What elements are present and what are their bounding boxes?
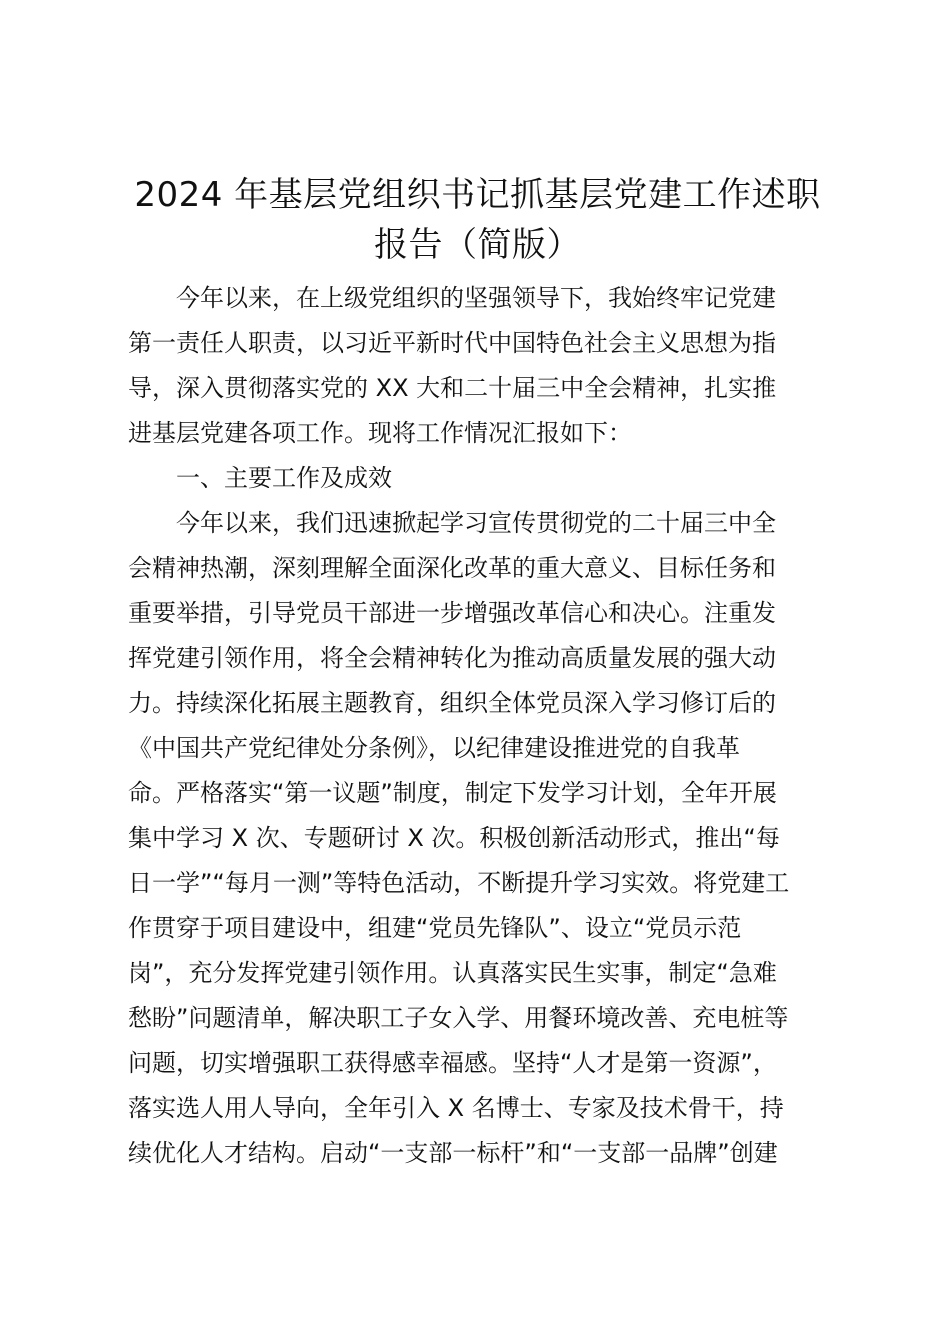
paragraph-line: 第一责任人职责，以习近平新时代中国特色社会主义思想为指 xyxy=(128,329,776,357)
paragraph-line: 岗”，充分发挥党建引领作用。认真落实民生实事，制定“急难 xyxy=(128,959,777,987)
paragraph-line: 愁盼”问题清单，解决职工子女入学、用餐环境改善、充电桩等 xyxy=(128,1004,789,1032)
paragraph-line: 挥党建引领作用，将全会精神转化为推动高质量发展的强大动 xyxy=(128,644,776,672)
paragraph-line: 集中学习 X 次、专题研讨 X 次。积极创新活动形式，推出“每 xyxy=(128,824,780,852)
paragraph-line: 日一学”“每月一测”等特色活动，不断提升学习实效。将党建工 xyxy=(128,869,790,897)
title-line-1: 2024 年基层党组织书记抓基层党建工作述职 xyxy=(134,175,821,215)
work-paragraph xyxy=(128,501,840,1176)
paragraph-line: 今年以来，我们迅速掀起学习宣传贯彻党的二十届三中全 xyxy=(176,509,776,537)
paragraph-line: 作贯穿于项目建设中，组建“党员先锋队”、设立“党员示范 xyxy=(128,914,742,942)
document-title xyxy=(120,170,835,270)
paragraph-line: 续优化人才结构。启动“一支部一标杆”和“一支部一品牌”创建 xyxy=(128,1139,778,1167)
paragraph-line: 导，深入贯彻落实党的 XX 大和二十届三中全会精神，扎实推 xyxy=(128,374,777,402)
document-body xyxy=(128,276,840,1176)
paragraph-line: 《中国共产党纪律处分条例》，以纪律建设推进党的自我革 xyxy=(128,734,740,762)
section-heading: 一、主要工作及成效 xyxy=(176,464,392,492)
title-line-2: 报告（简版） xyxy=(374,225,581,265)
paragraph-line: 进基层党建各项工作。现将工作情况汇报如下： xyxy=(128,419,632,447)
paragraph-line: 重要举措，引导党员干部进一步增强改革信心和决心。注重发 xyxy=(128,599,776,627)
paragraph-line: 今年以来，在上级党组织的坚强领导下，我始终牢记党建 xyxy=(176,284,776,312)
paragraph-line: 命。严格落实“第一议题”制度，制定下发学习计划，全年开展 xyxy=(128,779,777,807)
paragraph-line: 会精神热潮，深刻理解全面深化改革的重大意义、目标任务和 xyxy=(128,554,776,582)
intro-paragraph xyxy=(128,276,840,456)
paragraph-line: 力。持续深化拓展主题教育，组织全体党员深入学习修订后的 xyxy=(128,689,776,717)
paragraph-line: 落实选人用人导向，全年引入 X 名博士、专家及技术骨干，持 xyxy=(128,1094,784,1122)
paragraph-line: 问题，切实增强职工获得感幸福感。坚持“人才是第一资源”， xyxy=(128,1049,777,1077)
